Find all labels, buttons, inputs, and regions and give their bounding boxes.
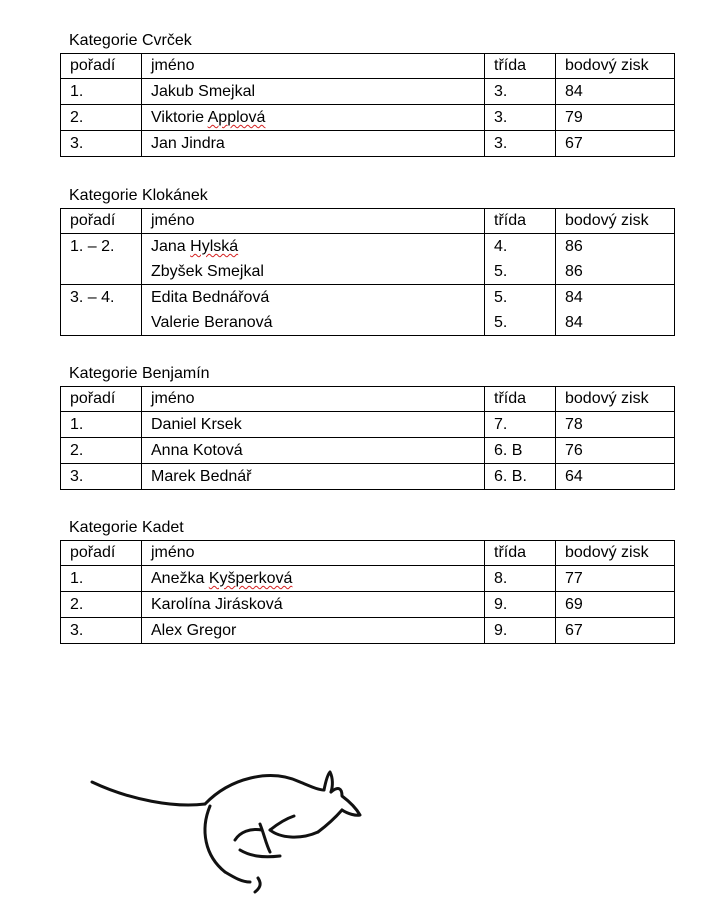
header-points: bodový zisk (556, 387, 675, 412)
rank-cell-text: 1. – 2. (70, 238, 115, 255)
points-cell-text: 84 (565, 289, 583, 306)
points-cell (556, 105, 675, 131)
class-cell (485, 464, 556, 490)
table-header-row (61, 387, 675, 412)
class-cell-text: 8. (494, 570, 508, 587)
table-header-row (61, 54, 675, 79)
header-name: jméno (142, 541, 485, 566)
name-cell (142, 131, 485, 157)
class-cell (485, 592, 556, 618)
spellcheck-underline: Applová (207, 109, 266, 126)
table-row (61, 464, 675, 490)
name-cell-text: Marek Bednář (151, 468, 252, 485)
header-points: bodový zisk (556, 541, 675, 566)
table-header-row (61, 541, 675, 566)
name-cell (142, 105, 485, 131)
points-cell (556, 412, 675, 438)
table-row (61, 412, 675, 438)
table-row (61, 592, 675, 618)
spellcheck-underline: Kyšperková (208, 570, 293, 587)
rank-cell (61, 412, 142, 438)
points-cell (556, 566, 675, 592)
class-cell (485, 285, 556, 336)
class-cell (485, 618, 556, 644)
name-cell (142, 285, 485, 336)
points-cell-text: 84 (565, 83, 583, 100)
class-cell-text: 7. (494, 416, 508, 433)
name-cell-text: Anežka Kyšperková (151, 570, 293, 587)
rank-cell-text: 2. (70, 596, 84, 613)
rank-cell (61, 618, 142, 644)
class-cell-text: 3. (494, 83, 508, 100)
points-cell (556, 234, 675, 285)
category-title: Kategorie Klokánek (69, 187, 208, 204)
header-class: třída (485, 541, 556, 566)
header-name: jméno (142, 54, 485, 79)
points-cell (556, 464, 675, 490)
header-rank: pořadí (61, 209, 142, 234)
category-title: Kategorie Benjamín (69, 365, 210, 382)
name-cell (142, 438, 485, 464)
rank-cell-text: 3. (70, 468, 84, 485)
points-cell-text: 86 (565, 238, 583, 255)
points-cell-text: 76 (565, 442, 583, 459)
name-cell-text: Alex Gregor (151, 622, 237, 639)
header-rank: pořadí (61, 54, 142, 79)
name-cell (142, 234, 485, 285)
class-cell-text: 3. (494, 135, 508, 152)
table-row (61, 285, 675, 336)
name-cell-text: Karolína Jirásková (151, 596, 283, 613)
header-class: třída (485, 387, 556, 412)
name-cell-text: Valerie Beranová (151, 314, 273, 331)
name-cell-text: Anna Kotová (151, 442, 243, 459)
kangaroo-logo-icon (80, 760, 380, 905)
class-cell-text: 5. (494, 289, 508, 306)
points-cell-text: 77 (565, 570, 583, 587)
results-table (60, 386, 675, 490)
class-cell-text: 3. (494, 109, 508, 126)
category-title: Kategorie Cvrček (69, 32, 192, 49)
rank-cell (61, 131, 142, 157)
points-cell (556, 592, 675, 618)
points-cell-text: 84 (565, 314, 583, 331)
name-cell-text: Jan Jindra (151, 135, 225, 152)
name-cell (142, 79, 485, 105)
header-rank: pořadí (61, 541, 142, 566)
rank-cell (61, 79, 142, 105)
rank-cell-text: 3. (70, 622, 84, 639)
points-cell-text: 67 (565, 135, 583, 152)
points-cell-text: 67 (565, 622, 583, 639)
header-rank: pořadí (61, 387, 142, 412)
points-cell-text: 78 (565, 416, 583, 433)
points-cell (556, 618, 675, 644)
name-cell-text: Zbyšek Smejkal (151, 263, 264, 280)
class-cell (485, 566, 556, 592)
name-cell (142, 592, 485, 618)
class-cell-text: 5. (494, 314, 508, 331)
table-row (61, 618, 675, 644)
header-name: jméno (142, 209, 485, 234)
category-kadet (60, 518, 674, 644)
rank-cell (61, 285, 142, 336)
name-cell-text: Edita Bednářová (151, 289, 270, 306)
class-cell (485, 234, 556, 285)
results-table (60, 540, 675, 644)
table-row (61, 438, 675, 464)
name-cell-text: Jakub Smejkal (151, 83, 256, 100)
class-cell (485, 412, 556, 438)
results-table (60, 208, 675, 336)
table-header-row (61, 209, 675, 234)
header-class: třída (485, 54, 556, 79)
category-cvrcek (60, 31, 674, 157)
rank-cell-text: 2. (70, 442, 84, 459)
points-cell (556, 79, 675, 105)
points-cell-text: 79 (565, 109, 583, 126)
rank-cell (61, 105, 142, 131)
class-cell-text: 6. B. (494, 468, 527, 485)
name-cell-text: Viktorie Applová (151, 109, 266, 126)
class-cell (485, 79, 556, 105)
points-cell (556, 438, 675, 464)
rank-cell-text: 3. – 4. (70, 289, 115, 306)
class-cell-text: 9. (494, 622, 508, 639)
class-cell-text: 5. (494, 263, 508, 280)
name-cell (142, 412, 485, 438)
rank-cell-text: 1. (70, 570, 84, 587)
rank-cell-text: 2. (70, 109, 84, 126)
table-row (61, 234, 675, 285)
points-cell-text: 69 (565, 596, 583, 613)
points-cell-text: 64 (565, 468, 583, 485)
category-title: Kategorie Kadet (69, 519, 184, 536)
class-cell-text: 9. (494, 596, 508, 613)
rank-cell-text: 3. (70, 135, 84, 152)
rank-cell-text: 1. (70, 83, 84, 100)
points-cell-text: 86 (565, 263, 583, 280)
name-cell-text: Jana Hylská (151, 238, 239, 255)
points-cell (556, 285, 675, 336)
header-name: jméno (142, 387, 485, 412)
header-class: třída (485, 209, 556, 234)
header-points: bodový zisk (556, 54, 675, 79)
points-cell (556, 131, 675, 157)
rank-cell (61, 566, 142, 592)
rank-cell (61, 464, 142, 490)
name-cell (142, 464, 485, 490)
name-cell (142, 618, 485, 644)
table-row (61, 566, 675, 592)
category-klokanek (60, 186, 674, 336)
category-benjamin (60, 364, 674, 490)
table-row (61, 105, 675, 131)
table-row (61, 79, 675, 105)
class-cell (485, 131, 556, 157)
rank-cell-text: 1. (70, 416, 84, 433)
class-cell (485, 105, 556, 131)
results-table (60, 53, 675, 157)
rank-cell (61, 592, 142, 618)
name-cell (142, 566, 485, 592)
class-cell (485, 438, 556, 464)
class-cell-text: 6. B (494, 442, 523, 459)
rank-cell (61, 234, 142, 285)
class-cell-text: 4. (494, 238, 508, 255)
spellcheck-underline: Hylská (190, 238, 239, 255)
header-points: bodový zisk (556, 209, 675, 234)
table-row (61, 131, 675, 157)
rank-cell (61, 438, 142, 464)
name-cell-text: Daniel Krsek (151, 416, 242, 433)
